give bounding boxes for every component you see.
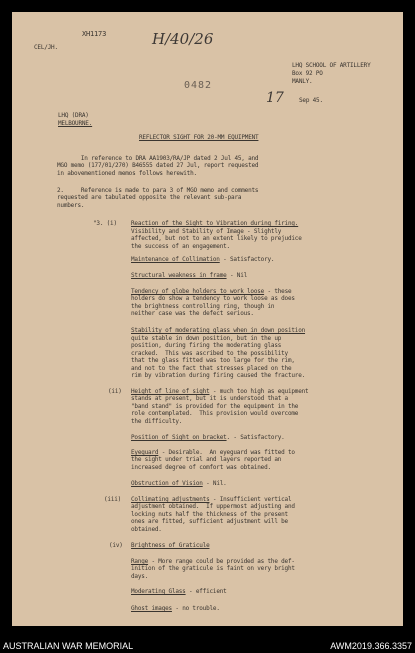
collimation-heading: Maintenance of Collimation — [131, 256, 220, 263]
collimating-block — [131, 496, 295, 533]
range-block — [131, 558, 295, 580]
tendency-body: - these holders do show a tendency to work loose as does the brightness controlling ring, though in neither case was the defect serious. — [131, 288, 295, 318]
sender-line-1: LHQ SCHOOL OF ARTILLERY — [292, 62, 371, 69]
paragraph-1: In reference to DRA AA1903/RA/JP dated 2 Jul 45, and MGO memo (177/01/270) B46555 dated 27 Jul, report requested in abovementioned memos follows herewith. — [57, 155, 259, 177]
sender-line-2: Box 92 PO — [292, 70, 323, 77]
moderating-heading: Moderating Glass — [131, 588, 186, 595]
eyeguard-body: - Desirable. An eyeguard was fitted to the sight under trial and layers reported an increased degree of comfort was obtained. — [131, 449, 295, 471]
item-number-iv: (iv) — [109, 542, 123, 549]
ghost-line — [131, 605, 220, 613]
structural-heading: Structural weakness in frame — [131, 272, 227, 279]
stability-heading: Stability of moderating glass when in down position — [131, 327, 306, 334]
typed-date: Sep 45. — [299, 97, 323, 104]
structural-body: - Nil — [226, 272, 248, 279]
stamp-number: 0482 — [184, 80, 213, 91]
ghost-body: - no trouble. — [171, 605, 220, 612]
item-number-ii: (ii) — [108, 388, 122, 395]
paragraph-2: 2. Reference is made to para 3 of MGO memo and comments requested are tabulated opposite the relevant sub-para numbers. — [57, 187, 259, 209]
collimating-body: - Insufficient vertical adjustment obtained. If uppermost adjusting and locking nuts half the thickness of the present ones are fitted, sufficient adjustment will be obtained. — [131, 496, 295, 533]
eyeguard-heading: Eyeguard — [131, 449, 159, 456]
structural-line — [131, 272, 247, 280]
reaction-body: Visibility and Stability of Image - Slightly affected, but not to an extent likely to prejudice the success of an engagement. — [131, 228, 302, 250]
item-number-iii: (iii) — [104, 496, 122, 503]
item-number-i: "3. (i) — [93, 220, 117, 227]
height-body: - much too high as equipment stands at present, but it is understood that a "band stand" is provided for the equipment in the role contemplated. This provision would overcome the difficulty. — [131, 388, 309, 425]
position-heading: Position of Sight on bracket — [131, 434, 227, 441]
archive-footer — [0, 640, 415, 653]
footer-accession: AWM2019.366.3357 — [330, 641, 412, 651]
tendency-block — [131, 288, 295, 318]
range-heading: Range — [131, 558, 149, 565]
addressee-line-2: MELBOURNE. — [58, 120, 93, 127]
tendency-heading: Tendency of globe holders to work loose — [131, 288, 265, 295]
addressee-line-1: LHQ (DRA) — [58, 112, 89, 119]
handwritten-date: 17 — [266, 90, 284, 106]
collimating-heading: Collimating adjustments — [131, 496, 210, 503]
collimation-line — [131, 256, 274, 264]
obstruction-line — [131, 480, 227, 488]
subject-heading: REFLECTOR SIGHT FOR 20-MM EQUIPMENT — [139, 134, 259, 141]
brightness-heading: Brightness of Graticule — [131, 542, 210, 549]
file-reference: XH1173 — [82, 30, 107, 38]
position-body: . - Satisfactory. — [226, 434, 285, 441]
obstruction-body: - Nil. — [202, 480, 227, 487]
eyeguard-block — [131, 449, 295, 471]
sender-line-3: MANLY. — [292, 78, 313, 85]
initials: CEL/JH. — [34, 44, 58, 51]
height-block — [131, 388, 308, 425]
handwritten-reference: H/40/26 — [152, 30, 214, 48]
position-line — [131, 434, 285, 442]
obstruction-heading: Obstruction of Vision — [131, 480, 203, 487]
height-heading: Height of line of sight — [131, 388, 210, 395]
document-page — [12, 12, 403, 626]
footer-institution: AUSTRALIAN WAR MEMORIAL — [3, 641, 134, 651]
stability-body: quite stable in down position, but in the up position, during firing the moderating glass cracked. This was ascribed to the possibility that the glass fitted was too large for the rim, and not to the fact that stresses placed on the rim by vibration during firing caused the fracture. — [131, 335, 306, 380]
moderating-body: - efficient — [185, 588, 227, 595]
ghost-heading: Ghost images — [131, 605, 172, 612]
collimation-body: - Satisfactory. — [219, 256, 275, 263]
range-body: - More range could be provided as the def- inition of the graticule is faint on very bright days. — [131, 558, 295, 580]
reaction-heading: Reaction of the Sight to Vibration during firing. — [131, 220, 299, 227]
moderating-line — [131, 588, 227, 596]
